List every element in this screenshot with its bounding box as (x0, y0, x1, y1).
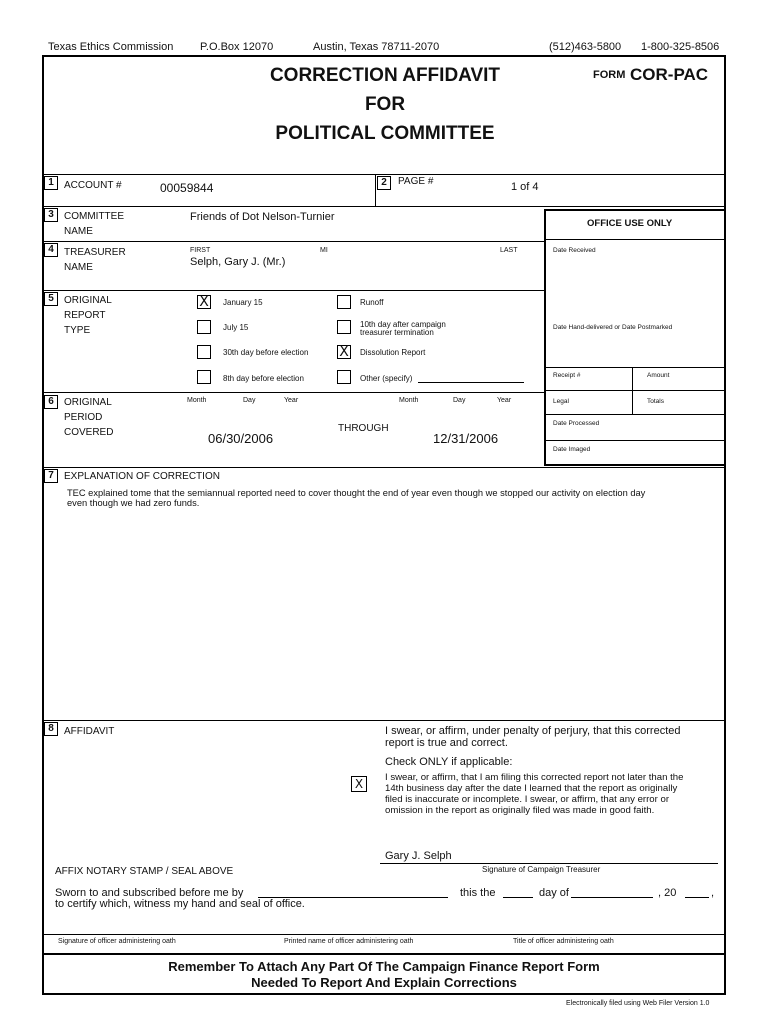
checkbox-other[interactable] (337, 370, 351, 384)
day-of-label: day of (539, 887, 569, 899)
explanation-label: EXPLANATION OF CORRECTION (64, 471, 220, 482)
from-day-label: Day (243, 397, 256, 404)
swear-2-line3: filed is inaccurate or incomplete. I swear, or affirm, that any error or (385, 794, 670, 805)
treasurer-label-1: TREASURER (64, 247, 126, 258)
office-use-title: OFFICE USE ONLY (587, 218, 673, 229)
report-type-label-1: ORIGINAL (64, 295, 112, 306)
option-dissolution: Dissolution Report (360, 348, 426, 357)
option-30th-day: 30th day before election (223, 348, 309, 357)
period-from-value: 06/30/2006 (208, 431, 274, 446)
checkbox-dissolution[interactable]: X (337, 345, 351, 359)
swear-2-line4: omission in the report as originally filed was made in good faith. (385, 805, 655, 816)
committee-name-value: Friends of Dot Nelson-Turnier (190, 211, 335, 223)
rule-office-2 (546, 367, 724, 368)
check-only-label: Check ONLY if applicable: (385, 756, 513, 768)
rule-sec6-top (42, 392, 544, 393)
report-type-label-3: TYPE (64, 325, 91, 336)
date-imaged-label: Date Imaged (553, 446, 591, 453)
date-received-label: Date Received (553, 247, 596, 254)
checkbox-runoff[interactable] (337, 295, 351, 309)
year-line (685, 897, 709, 898)
phone-number: (512)463-5800 (549, 41, 622, 53)
frame-top (42, 55, 726, 57)
treasurer-label-2: NAME (64, 262, 93, 273)
totals-label: Totals (647, 398, 664, 405)
option-january-15: January 15 (223, 298, 263, 307)
account-value: 00059844 (160, 181, 214, 195)
other-specify-line (418, 382, 524, 383)
swear-2-line1: I swear, or affirm, that I am filing this corrected report not later than the (385, 772, 684, 783)
option-runoff: Runoff (360, 298, 384, 307)
section-number-4: 4 (44, 243, 58, 257)
reminder-line-2: Needed To Report And Explain Corrections (251, 975, 517, 990)
period-to-value: 12/31/2006 (433, 431, 499, 446)
notary-stamp-label: AFFIX NOTARY STAMP / SEAL ABOVE (55, 866, 234, 877)
checkbox-30th-day[interactable] (197, 345, 211, 359)
rule-sec8-top (42, 720, 726, 721)
swear-1-line2: report is true and correct. (385, 737, 508, 749)
rule-sec7-top (42, 467, 726, 468)
month-line (571, 897, 653, 898)
sworn-line-1: Sworn to and subscribed before me by (55, 887, 244, 899)
this-the-label: this the (460, 887, 496, 899)
date-processed-label: Date Processed (553, 420, 600, 427)
account-label: ACCOUNT # (64, 180, 122, 191)
explanation-text-line2: even though we had zero funds. (67, 498, 200, 508)
web-filer-note: Electronically filed using Web Filer Version 1.0 (566, 1000, 710, 1007)
report-type-label-2: REPORT (64, 310, 106, 321)
signature-label: Signature of Campaign Treasurer (482, 865, 601, 874)
date-hand-delivered-label: Date Hand-delivered or Date Postmarked (553, 324, 673, 331)
rule-office-3 (546, 390, 724, 391)
frame-left (42, 55, 44, 955)
period-label-3: COVERED (64, 427, 114, 438)
officer-printed-label: Printed name of officer administering oath (284, 938, 414, 945)
officer-title-label: Title of officer administering oath (513, 938, 614, 945)
toll-free-number: 1-800-325-8506 (641, 41, 720, 53)
signature-line (380, 863, 718, 864)
agency-name: Texas Ethics Commission (48, 41, 174, 53)
through-label: THROUGH (338, 423, 389, 434)
rule-sec1-top (42, 174, 726, 175)
option-july-15: July 15 (223, 323, 249, 332)
title-line-1: CORRECTION AFFIDAVIT (269, 65, 501, 86)
year-comma: , (711, 887, 715, 899)
section-number-2: 2 (377, 176, 391, 190)
title-line-2: FOR (364, 94, 406, 115)
swear-2-line2: 14th business day after the date I learned that the report as originally (385, 783, 678, 794)
to-year-label: Year (497, 397, 512, 404)
checkbox-january-15[interactable]: X (197, 295, 211, 309)
swear-1-line1: I swear, or affirm, under penalty of perjury, that this corrected (385, 725, 681, 737)
frame-right (724, 55, 726, 955)
last-label: LAST (500, 247, 518, 254)
page-label: PAGE # (398, 176, 434, 187)
section-number-7: 7 (44, 469, 58, 483)
option-8th-day: 8th day before election (223, 374, 304, 383)
amount-label: Amount (647, 372, 670, 379)
checkbox-10th-day[interactable] (337, 320, 351, 334)
rule-sec2-left (375, 174, 376, 206)
legal-label: Legal (553, 398, 569, 405)
title-line-3: POLITICAL COMMITTEE (275, 123, 495, 144)
to-day-label: Day (453, 397, 466, 404)
option-10th-day-line1: 10th day after campaign (360, 320, 446, 329)
section-number-5: 5 (44, 292, 58, 306)
officer-signature-label: Signature of officer administering oath (58, 938, 176, 945)
section-number-6: 6 (44, 395, 58, 409)
period-label-1: ORIGINAL (64, 397, 112, 408)
option-10th-day-line2: treasurer termination (360, 328, 434, 337)
section-number-3: 3 (44, 208, 58, 222)
section-number-8: 8 (44, 722, 58, 736)
reminder-line-1: Remember To Attach Any Part Of The Campaign Finance Report Form (168, 959, 600, 974)
committee-label-1: COMMITTEE (64, 211, 124, 222)
mi-label: MI (320, 247, 328, 254)
option-other: Other (specify) (360, 374, 413, 383)
affidavit-label: AFFIDAVIT (64, 726, 115, 737)
rule-sec3-top (42, 206, 726, 207)
treasurer-signature-value: Gary J. Selph (385, 850, 452, 862)
committee-label-2: NAME (64, 226, 93, 237)
rule-office-4 (546, 414, 724, 415)
city-address: Austin, Texas 78711-2070 (313, 41, 440, 53)
form-label: FORM (593, 69, 626, 81)
period-label-2: PERIOD (64, 412, 103, 423)
rule-office-5 (546, 440, 724, 441)
treasurer-name-value: Selph, Gary J. (Mr.) (190, 256, 286, 268)
form-code: COR-PAC (630, 65, 709, 84)
from-year-label: Year (284, 397, 299, 404)
checkbox-july-15[interactable] (197, 320, 211, 334)
year-prefix-label: , 20 (658, 887, 677, 899)
rule-office-1 (546, 239, 724, 240)
explanation-text-line1: TEC explained tome that the semiannual reported need to cover thought the end of year even though we stopped our activity on election day (67, 488, 646, 498)
section-number-1: 1 (44, 176, 58, 190)
from-month-label: Month (187, 397, 207, 404)
page-value: 1 of 4 (511, 181, 539, 193)
to-month-label: Month (399, 397, 419, 404)
checkbox-14th-day[interactable]: X (351, 776, 367, 792)
receipt-label: Receipt # (553, 372, 581, 379)
checkbox-8th-day[interactable] (197, 370, 211, 384)
po-box: P.O.Box 12070 (200, 41, 274, 53)
first-label: FIRST (190, 247, 211, 254)
sworn-line-2: to certify which, witness my hand and seal of office. (55, 898, 305, 910)
rule-sec4-top (42, 241, 544, 242)
rule-sec5-top (42, 290, 544, 291)
officer-line (44, 934, 724, 935)
day-line (503, 897, 533, 898)
